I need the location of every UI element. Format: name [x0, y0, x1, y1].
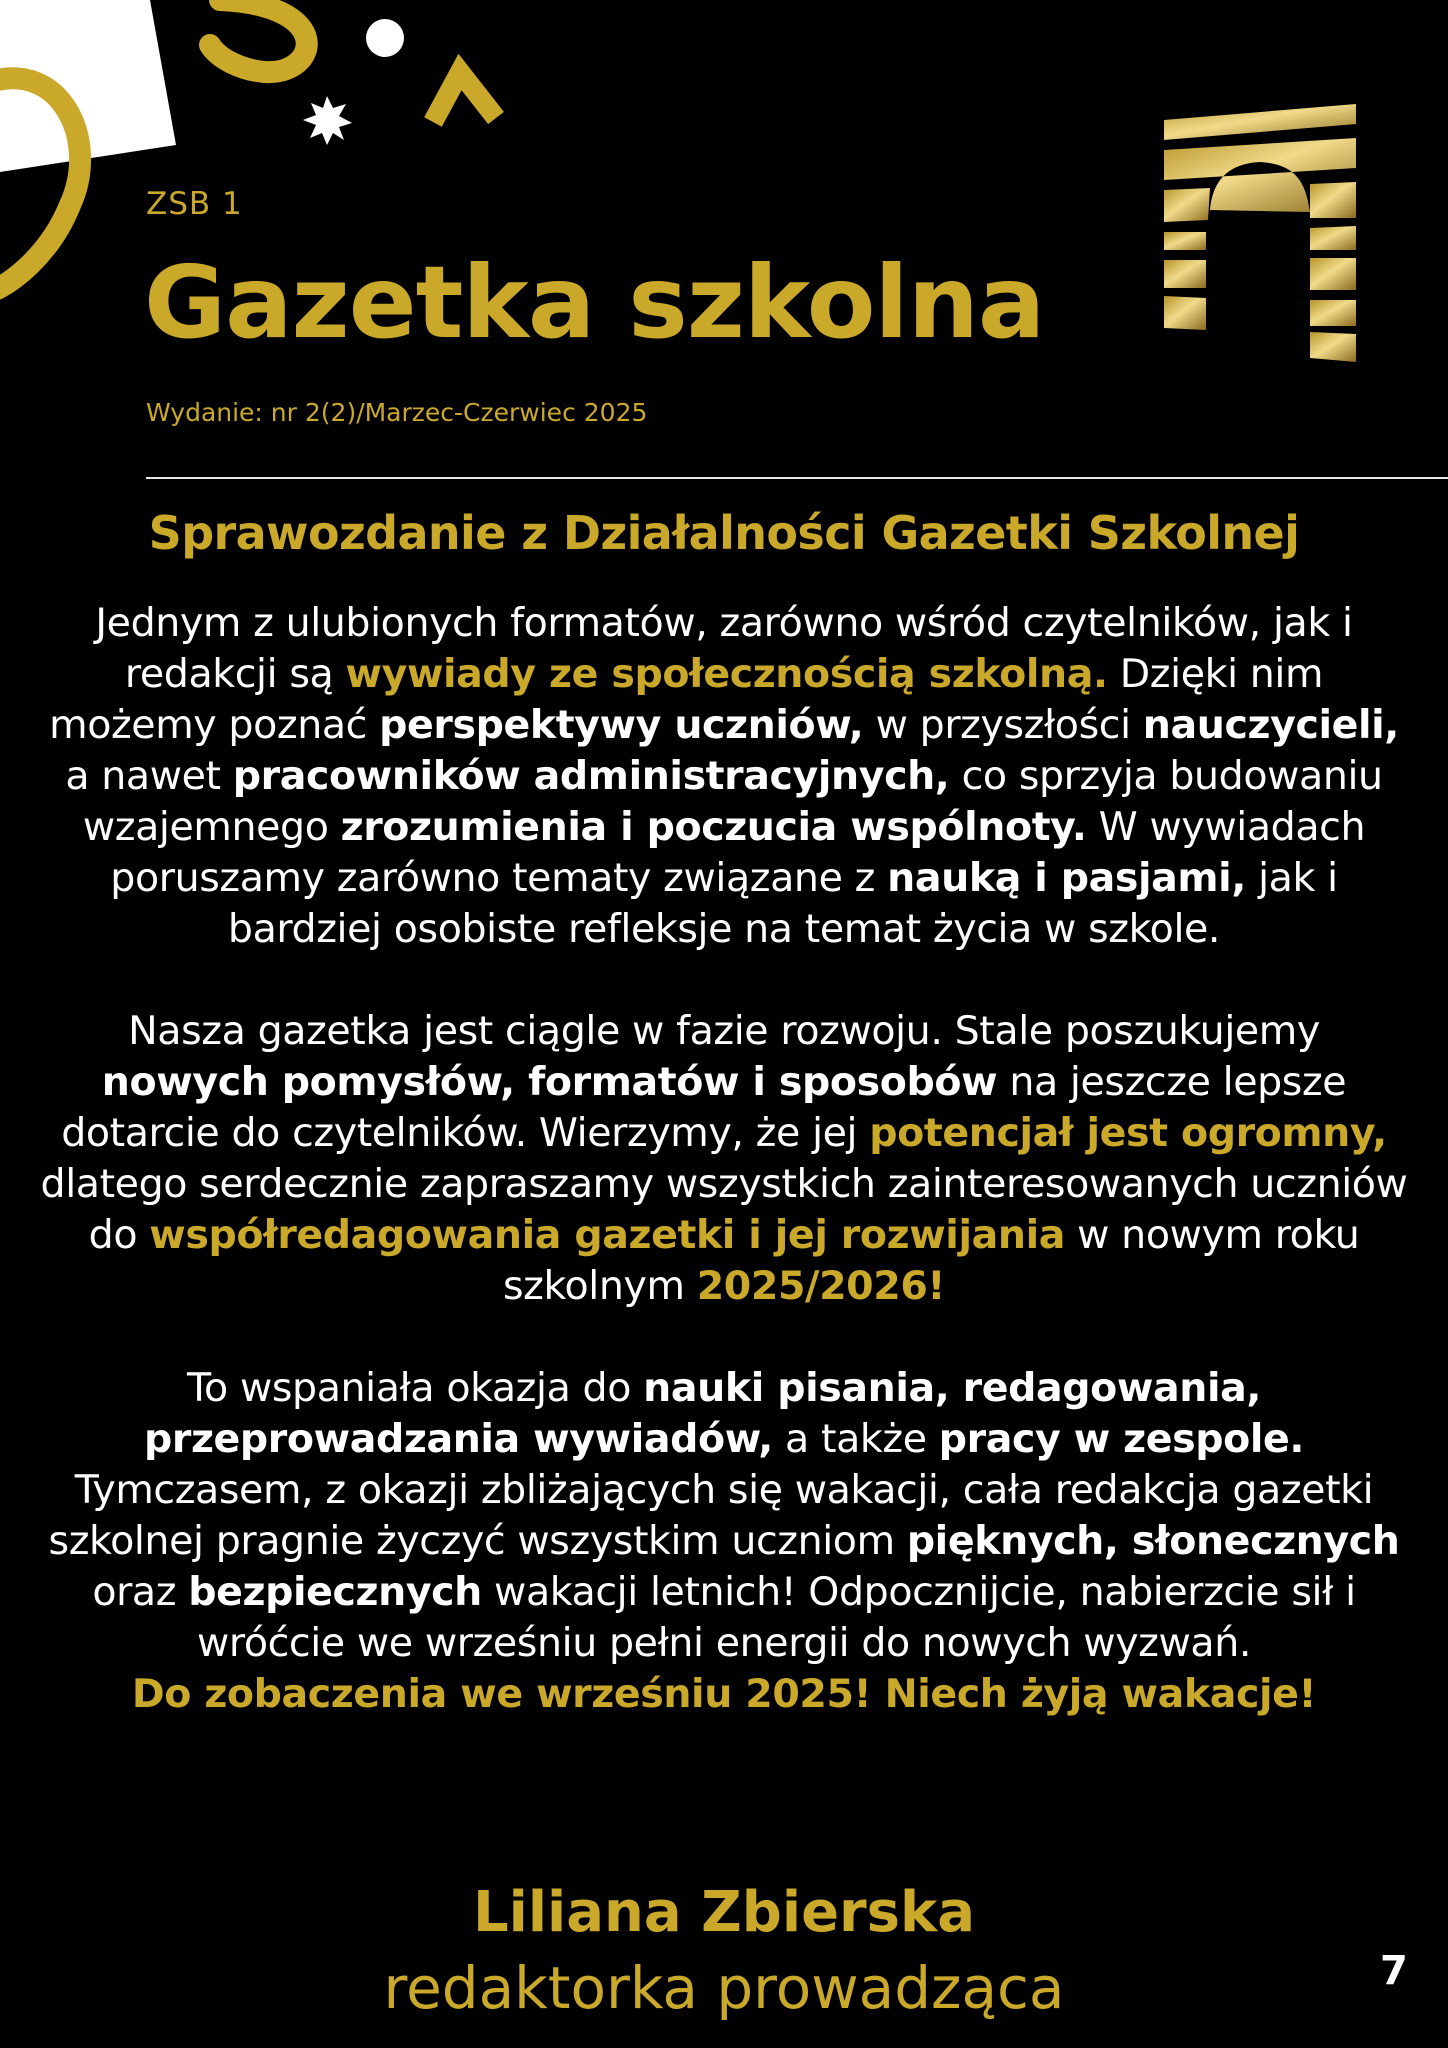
article-heading: Sprawozdanie z Działalności Gazetki Szkolnej: [148, 506, 1300, 560]
bold-text: zrozumienia i poczucia wspólnoty.: [340, 804, 1087, 850]
text-run: w przyszłości: [863, 702, 1143, 748]
gate-logo: [1160, 100, 1360, 370]
text-run: a nawet: [65, 753, 233, 799]
author-role: redaktorka prowadząca: [383, 1954, 1065, 2022]
article-paragraph-2: [40, 1006, 1408, 1312]
white-dot-shape: [366, 19, 404, 57]
gold-hook-shape: [210, 0, 307, 72]
page-number: 7: [1380, 1948, 1408, 1994]
bold-text: nowych pomysłów, formatów i sposobów: [101, 1059, 998, 1105]
text-run: co sprzyja budowaniu wzajemnego: [82, 753, 1383, 850]
school-name: ZSB 1: [146, 186, 243, 222]
bold-text: nauki pisania, redagowania, przeprowadzania wywiadów,: [144, 1365, 1261, 1462]
text-run: Nasza gazetka jest ciągle w fazie rozwoju. Stale poszukujemy: [128, 1008, 1320, 1054]
text-run: a także: [772, 1416, 939, 1462]
newspaper-title: Gazetka szkolna: [144, 244, 1045, 361]
white-star-shape: [303, 96, 352, 145]
highlight-text: współredagowania gazetki i jej rozwijania: [149, 1212, 1065, 1258]
text-run: wakacji letnich! Odpocznijcie, nabierzcie sił i wróćcie we wrześniu pełni energii do nowych wyzwań.: [196, 1569, 1356, 1666]
text-run: na jeszcze lepsze dotarcie do czytelników. Wierzymy, że jej: [61, 1059, 1347, 1156]
highlight-text: 2025/2026!: [696, 1263, 946, 1309]
text-run: w nowym roku szkolnym: [502, 1212, 1360, 1309]
text-run: Tymczasem, z okazji zbliżających się wakacji, cała redakcja gazetki szkolnej pragnie życzyć wszystkim uczniom: [48, 1467, 1374, 1564]
bold-text: bezpiecznych: [188, 1569, 482, 1615]
text-run: dlatego serdecznie zapraszamy wszystkich zainteresowanych uczniów do: [40, 1161, 1408, 1258]
bold-text: pięknych, słonecznych: [906, 1518, 1400, 1564]
text-run: Jednym z ulubionych formatów, zarówno wśród czytelników, jak i redakcji są: [95, 600, 1353, 697]
bold-text: nauczycieli,: [1142, 702, 1399, 748]
article-paragraph-3: [40, 1363, 1408, 1720]
highlight-text: wywiady ze społecznością szkolną.: [345, 651, 1108, 697]
article-body: [40, 598, 1408, 1720]
article-paragraph-1: [40, 598, 1408, 955]
bold-text: pracy w zespole.: [938, 1416, 1304, 1462]
gold-caret-shape: [433, 72, 496, 122]
bold-text: pracowników administracyjnych,: [232, 753, 950, 799]
text-run: To wspaniała okazja do: [187, 1365, 644, 1411]
text-run: jak i bardziej osobiste refleksje na temat życia w szkole.: [227, 855, 1338, 952]
text-run: Dzięki nim możemy poznać: [49, 651, 1324, 748]
author-name: Liliana Zbierska: [472, 1880, 976, 1945]
text-run: W wywiadach poruszamy zarówno tematy związane z: [110, 804, 1366, 901]
closing-highlight: Do zobaczenia we wrześniu 2025! Niech żyją wakacje!: [131, 1671, 1317, 1717]
bold-text: perspektywy uczniów,: [379, 702, 864, 748]
edition-info: Wydanie: nr 2(2)/Marzec-Czerwiec 2025: [146, 398, 648, 427]
bold-text: nauką i pasjami,: [887, 855, 1246, 901]
highlight-text: potencjał jest ogromny,: [869, 1110, 1387, 1156]
text-run: oraz: [92, 1569, 189, 1615]
header-divider: [146, 477, 1448, 479]
